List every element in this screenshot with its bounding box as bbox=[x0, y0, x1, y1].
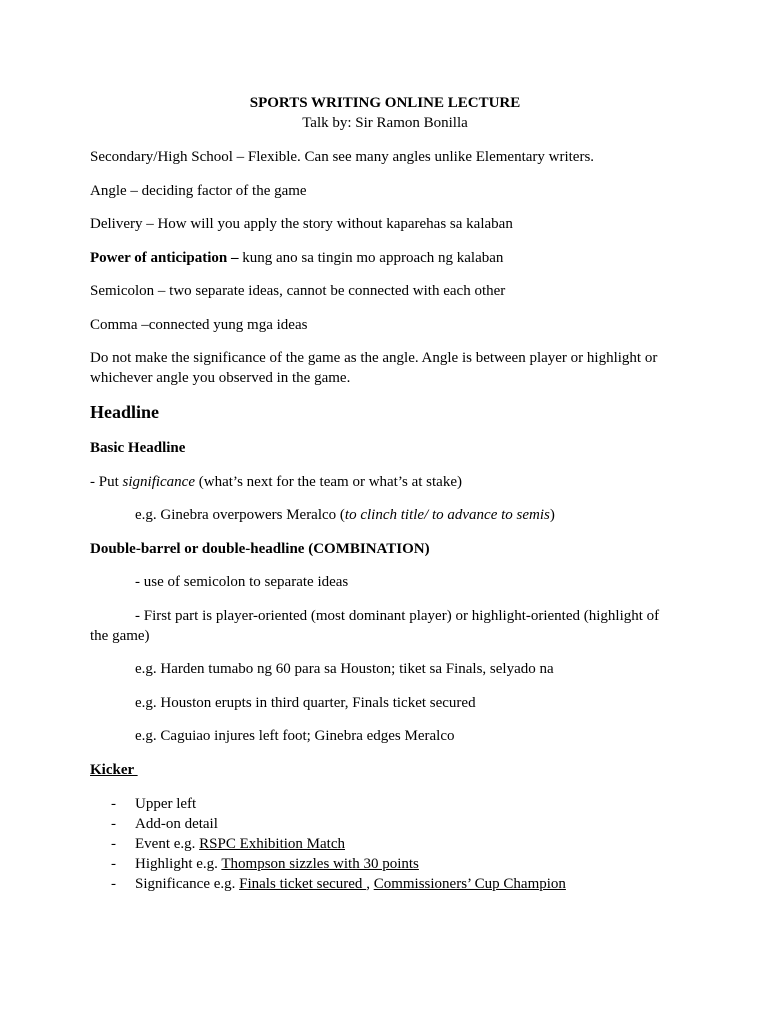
list-dash: - bbox=[111, 875, 116, 892]
anticipation-term: Power of anticipation – bbox=[90, 249, 239, 266]
highlight-example-link[interactable]: Thompson sizzles with 30 points bbox=[221, 855, 419, 872]
list-item bbox=[90, 854, 680, 874]
list-item-text: Upper left bbox=[135, 795, 197, 812]
significance-example-link-2[interactable]: Commissioners’ Cup Champion bbox=[373, 875, 566, 892]
list-dash: - bbox=[111, 795, 116, 812]
put-suffix: (what’s next for the team or what’s at stake) bbox=[195, 473, 462, 490]
paragraph-secondary: Secondary/High School – Flexible. Can see many angles unlike Elementary writers. bbox=[90, 149, 595, 165]
paragraph-delivery: Delivery – How will you apply the story without kaparehas sa kalaban bbox=[90, 216, 513, 232]
anticipation-definition: kung ano sa tingin mo approach ng kalaban bbox=[238, 249, 504, 266]
example-harden: e.g. Harden tumabo ng 60 para sa Houston; tiket sa Finals, selyado na bbox=[135, 661, 554, 677]
list-item bbox=[90, 794, 680, 814]
put-prefix: - Put bbox=[90, 473, 123, 490]
list-dash: - bbox=[111, 815, 116, 832]
event-example-link[interactable]: RSPC Exhibition Match bbox=[199, 835, 346, 852]
paragraph-significance-note: Do not make the significance of the game as the angle. Angle is between player or highlight or whichever angle you observed in the game. bbox=[90, 350, 658, 386]
example-caguiao: e.g. Caguiao injures left foot; Ginebra edges Meralco bbox=[135, 728, 455, 744]
list-item-text: Add-on detail bbox=[135, 815, 218, 832]
doc-subtitle: Talk by: Sir Ramon Bonilla bbox=[302, 115, 468, 131]
list-item bbox=[90, 874, 680, 894]
list-dash: - bbox=[111, 855, 116, 872]
paragraph-anticipation bbox=[90, 248, 680, 268]
list-dash: - bbox=[111, 835, 116, 852]
heading-headline: Headline bbox=[90, 402, 160, 422]
heading-double-barrel: Double-barrel or double-headline (COMBINATION) bbox=[90, 540, 430, 557]
paragraph-semicolon-use: - use of semicolon to separate ideas bbox=[135, 574, 349, 590]
list-item bbox=[90, 834, 680, 854]
put-significance-term: significance bbox=[122, 473, 195, 490]
list-item bbox=[90, 814, 680, 834]
example-houston: e.g. Houston erupts in third quarter, Finals ticket secured bbox=[135, 694, 476, 711]
list-item-text: Event e.g. bbox=[135, 835, 200, 852]
paragraph-comma: Comma –connected yung mga ideas bbox=[90, 316, 308, 333]
example-ginebra-prefix: e.g. Ginebra overpowers Meralco ( bbox=[135, 507, 345, 523]
heading-kicker: Kicker bbox=[90, 761, 138, 778]
example-ginebra-suffix: ) bbox=[549, 507, 555, 523]
kicker-list bbox=[90, 794, 680, 894]
list-item-text: Highlight e.g. bbox=[135, 855, 222, 872]
example-ginebra-italic: to clinch title/ to advance to semis bbox=[344, 507, 550, 523]
list-separator: , bbox=[366, 875, 374, 892]
paragraph-put-significance bbox=[90, 472, 680, 492]
heading-basic-headline: Basic Headline bbox=[90, 440, 186, 456]
paragraph-semicolon: Semicolon – two separate ideas, cannot be connected with each other bbox=[90, 283, 506, 299]
example-ginebra bbox=[90, 505, 680, 525]
document-page bbox=[90, 93, 680, 894]
paragraph-angle: Angle – deciding factor of the game bbox=[90, 182, 307, 199]
significance-example-link-1[interactable]: Finals ticket secured bbox=[239, 875, 367, 892]
list-item-text: Significance e.g. bbox=[135, 875, 240, 892]
doc-title: SPORTS WRITING ONLINE LECTURE bbox=[249, 95, 521, 111]
paragraph-first-part: - First part is player-oriented (most dominant player) or highlight-oriented (highlight of the game) bbox=[90, 607, 660, 644]
